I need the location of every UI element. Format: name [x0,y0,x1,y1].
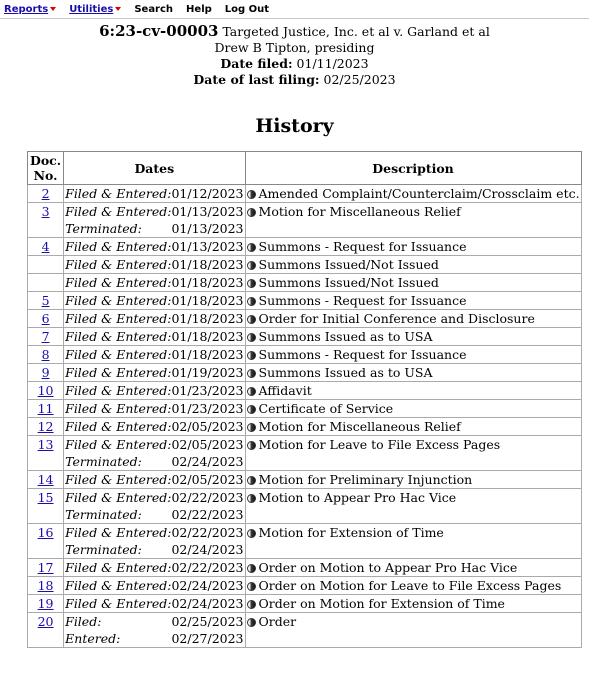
description-text: Summons Issued as to USA [258,365,433,380]
date-line [65,310,243,327]
menu-search[interactable]: Search [134,3,174,15]
date-line [65,524,243,541]
description-cell [245,364,581,382]
description-text: Order on Motion to Appear Pro Hac Vice [258,560,518,575]
table-row [28,203,582,238]
date-label: Filed & Entered: [65,472,172,487]
date-value: 02/24/2023 [171,578,244,593]
table-row [28,256,582,274]
date-value: 02/27/2023 [171,631,244,646]
half-circle-icon[interactable] [247,423,256,432]
date-label: Terminated: [65,507,142,522]
doc-cell [28,559,64,577]
dates-cell [64,364,245,382]
date-line [65,400,243,417]
date-value: 02/24/2023 [171,454,244,469]
date-label: Filed & Entered: [65,204,172,219]
doc-link[interactable]: 10 [37,383,54,398]
description-text: Summons Issued as to USA [258,329,433,344]
half-circle-icon[interactable] [247,261,256,270]
half-circle-icon[interactable] [247,476,256,485]
date-value: 01/19/2023 [171,365,244,380]
date-label: Terminated: [65,542,142,557]
doc-cell [28,418,64,436]
doc-link[interactable]: 14 [37,472,54,487]
half-circle-icon[interactable] [247,243,256,252]
doc-link[interactable]: 2 [41,186,50,201]
date-line [65,364,243,381]
page-title: History [255,115,334,137]
description-cell [245,310,581,328]
doc-link[interactable]: 17 [37,560,54,575]
table-row [28,346,582,364]
date-value: 02/05/2023 [171,472,244,487]
doc-cell [28,328,64,346]
date-value: 02/25/2023 [171,614,244,629]
date-line [65,541,243,558]
description-cell [245,489,581,524]
date-label: Filed & Entered: [65,311,172,326]
dates-cell [64,418,245,436]
description-text: Order for Initial Conference and Disclosure [258,311,535,326]
dates-cell [64,274,245,292]
date-value: 02/22/2023 [171,490,244,505]
doc-cell [28,613,64,648]
menu-help[interactable]: Help [186,3,212,15]
table-row [28,595,582,613]
table-row [28,577,582,595]
date-label: Filed: [65,614,102,629]
date-line [65,453,243,470]
description-cell [245,436,581,471]
date-line [65,256,243,273]
date-label: Filed & Entered: [65,578,172,593]
doc-link[interactable]: 3 [41,204,50,219]
date-label: Filed & Entered: [65,239,172,254]
date-value: 01/23/2023 [171,401,244,416]
date-line [65,346,243,363]
doc-cell [28,382,64,400]
description-text: Order on Motion for Leave to File Excess Pages [258,578,562,593]
table-row [28,274,582,292]
date-value: 01/18/2023 [171,293,244,308]
description-cell [245,559,581,577]
date-label: Filed & Entered: [65,383,172,398]
doc-cell [28,274,64,292]
half-circle-icon[interactable] [247,582,256,591]
description-cell [245,418,581,436]
header-doc-no [28,152,64,185]
date-value: 01/18/2023 [171,311,244,326]
date-line [65,559,243,576]
dates-cell [64,382,245,400]
doc-link[interactable]: 16 [37,525,54,540]
table-row [28,310,582,328]
table-row [28,559,582,577]
date-label: Terminated: [65,221,142,236]
case-title: Targeted Justice, Inc. et al v. Garland et al [222,24,490,39]
table-row [28,185,582,203]
description-text: Summons - Request for Issuance [258,239,467,254]
date-label: Filed & Entered: [65,490,172,505]
date-label: Filed & Entered: [65,419,172,434]
date-value: 02/22/2023 [171,560,244,575]
date-value: 02/24/2023 [171,542,244,557]
description-cell [245,471,581,489]
description-cell [245,203,581,238]
doc-cell [28,256,64,274]
description-cell [245,185,581,203]
date-value: 02/24/2023 [171,596,244,611]
dates-cell [64,346,245,364]
description-text: Motion for Miscellaneous Relief [258,419,461,434]
date-line [65,471,243,488]
half-circle-icon[interactable] [247,208,256,217]
date-label: Filed & Entered: [65,560,172,575]
case-number: 6:23-cv-00003 [99,22,219,40]
dates-cell [64,292,245,310]
description-cell [245,400,581,418]
date-label: Filed & Entered: [65,437,172,452]
dates-cell [64,489,245,524]
half-circle-icon[interactable] [247,351,256,360]
date-label: Filed & Entered: [65,347,172,362]
description-cell [245,595,581,613]
date-value: 01/12/2023 [171,186,244,201]
doc-cell [28,577,64,595]
description-cell [245,274,581,292]
chevron-down-icon [50,7,56,11]
table-row [28,364,582,382]
description-cell [245,524,581,559]
date-filed: 01/11/2023 [296,56,369,71]
table-row [28,400,582,418]
description-cell [245,577,581,595]
doc-cell [28,185,64,203]
date-value: 01/13/2023 [171,221,244,236]
half-circle-icon[interactable] [247,600,256,609]
date-value: 01/18/2023 [171,257,244,272]
history-table [27,151,582,648]
description-cell [245,292,581,310]
last-filing-label: Date of last filing: [193,72,320,87]
case-judge: Drew B Tipton, presiding [214,40,375,55]
chevron-down-icon [115,7,121,11]
date-line [65,418,243,435]
doc-link[interactable]: 9 [41,365,50,380]
half-circle-icon[interactable] [247,387,256,396]
half-circle-icon[interactable] [247,190,256,199]
date-line [65,203,243,220]
doc-link[interactable]: 6 [41,311,50,326]
date-line [65,292,243,309]
doc-cell [28,524,64,559]
doc-cell [28,203,64,238]
doc-link[interactable]: 19 [37,596,54,611]
dates-cell [64,436,245,471]
header-doc-line2: No. [33,168,58,183]
date-value: 01/18/2023 [171,275,244,290]
table-row [28,382,582,400]
half-circle-icon[interactable] [247,315,256,324]
description-text: Motion for Extension of Time [258,525,444,540]
table-header-row [28,152,582,185]
date-label: Filed & Entered: [65,329,172,344]
description-text: Amended Complaint/Counterclaim/Crossclaim etc. [258,186,580,201]
doc-cell [28,400,64,418]
date-line [65,220,243,237]
date-label: Filed & Entered: [65,186,172,201]
description-cell [245,238,581,256]
menu-reports-label: Reports [4,3,49,15]
description-cell [245,382,581,400]
date-label: Entered: [65,631,121,646]
half-circle-icon[interactable] [247,279,256,288]
description-text: Order on Motion for Extension of Time [258,596,505,611]
description-text: Summons - Request for Issuance [258,293,467,308]
date-label: Filed & Entered: [65,596,172,611]
date-line [65,613,243,630]
doc-link[interactable]: 5 [41,293,50,308]
date-value: 01/18/2023 [171,329,244,344]
date-value: 02/05/2023 [171,419,244,434]
date-line [65,274,243,291]
half-circle-icon[interactable] [247,405,256,414]
menu-utilities[interactable] [69,4,121,15]
table-row [28,489,582,524]
date-value: 01/13/2023 [171,239,244,254]
dates-cell [64,328,245,346]
doc-cell [28,346,64,364]
date-line [65,489,243,506]
description-text: Affidavit [258,383,312,398]
description-cell [245,256,581,274]
doc-cell [28,238,64,256]
doc-link[interactable]: 4 [41,239,50,254]
table-row [28,238,582,256]
date-value: 01/18/2023 [171,347,244,362]
doc-cell [28,364,64,382]
doc-link[interactable]: 13 [37,437,54,452]
doc-cell [28,436,64,471]
table-row [28,418,582,436]
date-label: Filed & Entered: [65,525,172,540]
dates-cell [64,595,245,613]
doc-link[interactable]: 12 [37,419,54,434]
menu-logout[interactable]: Log Out [224,3,270,15]
table-row [28,613,582,648]
date-value: 02/22/2023 [171,507,244,522]
date-line [65,506,243,523]
header-doc-line1: Doc. [30,153,62,168]
description-text: Motion for Leave to File Excess Pages [258,437,501,452]
date-line [65,238,243,255]
header-dates: Dates [64,152,245,185]
description-text: Summons Issued/Not Issued [258,257,439,272]
table-row [28,292,582,310]
description-cell [245,346,581,364]
menu-reports[interactable] [4,4,56,15]
dates-cell [64,185,245,203]
description-text: Motion to Appear Pro Hac Vice [258,490,457,505]
doc-cell [28,292,64,310]
table-row [28,524,582,559]
dates-cell [64,577,245,595]
doc-link[interactable]: 8 [41,347,50,362]
date-label: Filed & Entered: [65,293,172,308]
menu-utilities-label: Utilities [69,3,114,15]
description-text: Order [258,614,297,629]
doc-link[interactable]: 18 [37,578,54,593]
dates-cell [64,471,245,489]
doc-link[interactable]: 15 [37,490,54,505]
description-text: Summons - Request for Issuance [258,347,467,362]
doc-link[interactable]: 7 [41,329,50,344]
dates-cell [64,256,245,274]
dates-cell [64,400,245,418]
date-label: Filed & Entered: [65,365,172,380]
date-line [65,436,243,453]
date-line [65,577,243,594]
date-filed-label: Date filed: [220,56,293,71]
date-line [65,382,243,399]
half-circle-icon[interactable] [247,333,256,342]
half-circle-icon[interactable] [247,297,256,306]
date-value: 02/22/2023 [171,525,244,540]
case-header [0,23,589,88]
table-row [28,328,582,346]
date-line [65,630,243,647]
description-text: Certificate of Service [258,401,394,416]
doc-link[interactable]: 20 [37,614,54,629]
doc-cell [28,489,64,524]
description-text: Motion for Miscellaneous Relief [258,204,461,219]
doc-cell [28,595,64,613]
table-body [28,185,582,648]
half-circle-icon[interactable] [247,529,256,538]
date-value: 02/05/2023 [171,437,244,452]
dates-cell [64,524,245,559]
doc-cell [28,310,64,328]
table-row [28,471,582,489]
dates-cell [64,310,245,328]
description-cell [245,328,581,346]
dates-cell [64,559,245,577]
doc-link[interactable]: 11 [37,401,54,416]
table-row [28,436,582,471]
date-label: Filed & Entered: [65,401,172,416]
doc-cell [28,471,64,489]
date-label: Filed & Entered: [65,275,172,290]
dates-cell [64,238,245,256]
description-cell [245,613,581,648]
half-circle-icon[interactable] [247,494,256,503]
half-circle-icon[interactable] [247,618,256,627]
date-line [65,185,243,202]
date-label: Filed & Entered: [65,257,172,272]
description-text: Summons Issued/Not Issued [258,275,439,290]
date-value: 01/13/2023 [171,204,244,219]
dates-cell [64,613,245,648]
description-text: Motion for Preliminary Injunction [258,472,473,487]
date-value: 01/23/2023 [171,383,244,398]
half-circle-icon[interactable] [247,564,256,573]
last-filing: 02/25/2023 [323,72,396,87]
date-line [65,328,243,345]
half-circle-icon[interactable] [247,441,256,450]
date-label: Terminated: [65,454,142,469]
half-circle-icon[interactable] [247,369,256,378]
dates-cell [64,203,245,238]
menu-bar [0,0,589,19]
date-line [65,595,243,612]
header-description: Description [245,152,581,185]
